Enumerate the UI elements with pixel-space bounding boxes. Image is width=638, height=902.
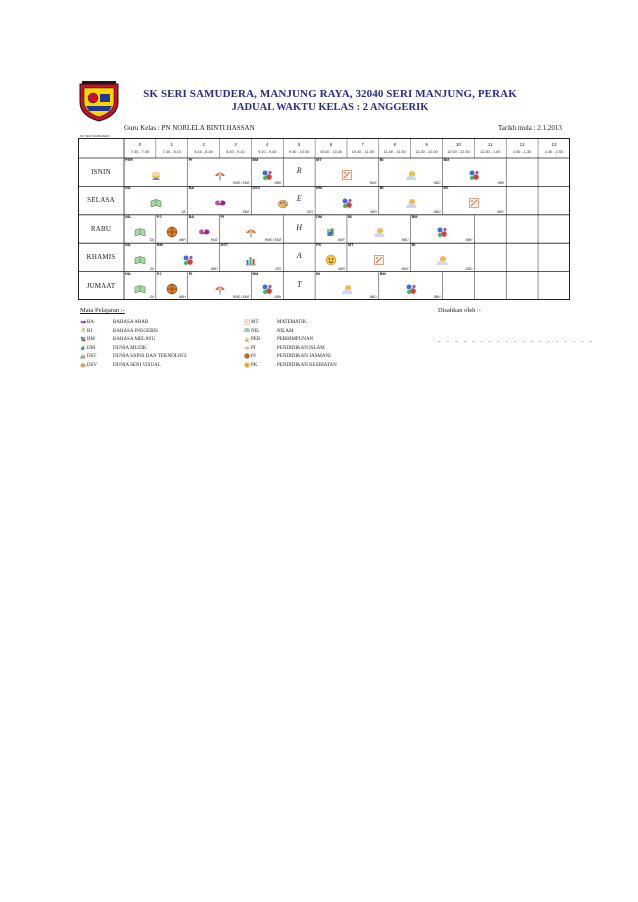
mt-icon	[341, 169, 353, 181]
period-time: 11.00 - 11.30	[383, 150, 406, 154]
bm-icon	[341, 194, 353, 206]
dm-icon	[80, 345, 86, 351]
day-label: SELASA	[87, 196, 115, 205]
lesson-cell	[188, 215, 220, 243]
legend-name: BAHASA ARAB	[113, 320, 149, 325]
break-letter: T	[296, 279, 302, 289]
subject-code: PI	[220, 214, 225, 219]
legend-code: BM	[87, 337, 95, 343]
teacher-code: NBH	[465, 238, 473, 243]
subject-code: PJ	[156, 271, 162, 276]
day-label: RABU	[90, 224, 112, 233]
approved-by-label: Disahkan oleh :-	[438, 307, 481, 314]
break-letter: A	[296, 251, 302, 261]
teacher-code: NBO	[465, 266, 473, 271]
legend-code: MT	[251, 320, 259, 325]
subject-code: BM	[443, 158, 450, 162]
pi-icon	[244, 345, 250, 351]
teacher-code: NBH	[497, 181, 505, 186]
pj-icon	[244, 353, 250, 359]
legend-name: PERHIMPUNAN	[277, 337, 314, 343]
per-icon	[150, 166, 162, 178]
pj-icon	[166, 223, 178, 235]
teacher-code: SA	[149, 294, 154, 299]
lesson-cell	[315, 272, 379, 300]
subject-code: NIL	[125, 186, 132, 191]
lesson-cell	[251, 158, 283, 186]
dm-icon	[80, 345, 86, 351]
lesson-cell	[124, 186, 188, 214]
legend-name: DUNIA MUZIK	[113, 345, 147, 351]
legend-code: DM	[87, 345, 96, 351]
teacher-code: NBH	[274, 181, 282, 186]
subject-code: MT	[347, 243, 354, 248]
mt-icon	[244, 319, 250, 325]
school-small-label: SK SERI SAMUDERA	[80, 134, 110, 138]
bi-icon	[405, 194, 417, 206]
mt-icon	[373, 254, 385, 266]
nil-icon	[134, 254, 146, 266]
bm-icon	[405, 283, 417, 295]
period-number: 1	[170, 142, 174, 147]
dst-icon	[245, 251, 257, 263]
subject-code: BI	[347, 214, 352, 219]
legend-name: NILAM	[277, 328, 294, 334]
nil-icon	[244, 327, 250, 333]
bm-icon	[80, 336, 86, 342]
lesson-cell	[315, 158, 379, 186]
subject-code: NIL	[125, 214, 132, 219]
legend-name: BAHASA MELAYU	[113, 337, 156, 343]
legend-code: PJ	[251, 354, 256, 360]
dm-icon	[325, 226, 337, 238]
subject-code: BI	[316, 271, 320, 276]
subject-code: PER	[125, 158, 133, 162]
nil-icon	[150, 194, 162, 206]
period-number: 12	[519, 142, 525, 147]
lesson-cell	[124, 272, 156, 300]
legend-code: BA	[87, 320, 94, 325]
bm-icon	[80, 336, 86, 342]
legend-code: BI	[87, 328, 92, 334]
pj-icon	[166, 280, 178, 292]
day-label: ISNIN	[91, 168, 111, 176]
legend-code: NIL	[251, 328, 260, 334]
nil-icon	[134, 226, 146, 238]
legend-code: PI	[251, 345, 256, 351]
period-time: 9.40 - 10.00	[289, 150, 310, 154]
subject-code: MT	[316, 158, 322, 162]
dst-icon	[245, 254, 257, 266]
legend-title: Mata Pelajaran :-	[80, 307, 125, 314]
bm-icon	[405, 280, 417, 292]
ba-icon	[214, 197, 226, 209]
lesson-cell	[188, 186, 252, 214]
per-icon	[244, 336, 250, 342]
subject-code: BM	[252, 271, 259, 276]
bm-icon	[261, 169, 273, 181]
subject-code: BM	[379, 271, 386, 276]
period-number: 8	[393, 142, 396, 147]
teacher-code: NBO	[401, 238, 409, 243]
legend-code: PK	[251, 363, 258, 368]
period-number: 9	[425, 142, 428, 147]
mt-icon	[468, 194, 480, 206]
legend-name: PENDIDIKAN KESIHATAN	[277, 363, 337, 368]
subject-code: BA	[188, 214, 195, 219]
pi-icon	[214, 283, 226, 295]
pk-icon	[325, 254, 337, 266]
legend-name: DUNIA SAINS DAN TEKNOLOGI	[113, 354, 187, 360]
dm-icon	[325, 223, 337, 235]
bi-icon	[341, 280, 353, 292]
bi-icon	[405, 169, 417, 181]
dst-icon	[80, 353, 86, 359]
lesson-cell	[379, 272, 443, 300]
subject-code: BM	[252, 158, 259, 162]
legend-item	[80, 361, 161, 370]
lesson-cell	[315, 215, 347, 243]
teacher-code: NMY	[497, 209, 505, 214]
teacher-code: NBH	[178, 294, 186, 299]
subject-code: MT	[443, 186, 449, 191]
legend-name: DUNIA SENI VISUAL	[113, 363, 161, 368]
teacher-code: EMZ	[210, 238, 218, 243]
period-time: 9.10 - 9.40	[258, 150, 277, 154]
lesson-cell	[156, 243, 220, 271]
lesson-cell	[124, 158, 188, 186]
teacher-code: NBO	[369, 294, 377, 299]
pj-icon	[166, 226, 178, 238]
teacher-code: NBO	[433, 209, 441, 214]
teacher-code: NMY	[369, 181, 377, 186]
bi-icon	[80, 327, 86, 333]
bi-icon	[80, 327, 86, 333]
bm-icon	[436, 223, 448, 235]
mt-icon	[373, 251, 385, 263]
subject-code: PK	[316, 243, 322, 248]
teacher-code: SA	[181, 209, 186, 214]
legend-code: DSV	[87, 363, 98, 368]
pk-icon	[244, 362, 250, 368]
lesson-cell	[220, 243, 284, 271]
class-teacher: Guru Kelas : PN NORLELA BINTI HASSAN	[124, 124, 255, 132]
lesson-cell	[188, 158, 252, 186]
teacher-code: RMS / EMZ	[232, 294, 250, 299]
period-number: 0	[138, 142, 142, 147]
lesson-cell	[347, 243, 411, 271]
bm-icon	[261, 166, 273, 178]
period-number: 3	[234, 142, 237, 147]
timetable	[78, 138, 570, 300]
dst-icon	[80, 353, 86, 359]
nil-icon	[134, 280, 146, 292]
mt-icon	[341, 166, 353, 178]
pj-icon	[244, 353, 250, 359]
bi-icon	[436, 251, 448, 263]
bi-icon	[341, 283, 353, 295]
teacher-code: NBH	[274, 294, 282, 299]
subject-code: NIL	[125, 243, 132, 248]
start-date: Tarikh mula : 2.1.2013	[498, 124, 562, 132]
timetable-subtitle: JADUAL WAKTU KELAS : 2 ANGGERIK	[231, 102, 429, 113]
subject-code: DST	[220, 243, 229, 248]
period-number: 10	[455, 142, 461, 147]
teacher-code: RMS / EMZ	[264, 238, 282, 243]
teacher-code: EMZ	[242, 209, 250, 214]
subject-code: PI	[188, 158, 193, 162]
subject-code: BI	[379, 186, 384, 191]
lesson-cell	[124, 215, 156, 243]
nil-icon	[134, 283, 146, 295]
subject-code: BM	[411, 214, 418, 219]
break-letter: E	[296, 194, 302, 204]
period-time: 11.30 - 12.00	[415, 150, 438, 154]
period-time: 8.10 - 8.40	[194, 150, 213, 154]
subject-code: BM	[156, 243, 163, 248]
lesson-cell	[251, 186, 315, 214]
lesson-cell	[379, 186, 443, 214]
teacher-code: NBH	[338, 266, 345, 271]
period-time: 7.30 - 7.40	[130, 150, 149, 154]
period-number: 13	[551, 142, 557, 147]
bi-icon	[373, 226, 385, 238]
subject-code: DM	[316, 214, 322, 219]
bm-icon	[261, 283, 273, 295]
lesson-cell	[347, 215, 411, 243]
lesson-cell	[411, 243, 475, 271]
lesson-cell	[443, 158, 507, 186]
lesson-cell	[315, 186, 379, 214]
period-number: 5	[297, 142, 301, 147]
lesson-cell	[220, 215, 284, 243]
teacher-code: NMY	[401, 266, 409, 271]
bi-icon	[436, 254, 448, 266]
period-time: 10.30 - 11.00	[351, 150, 374, 154]
subject-code: BI	[411, 243, 416, 248]
period-number: 7	[361, 142, 365, 147]
lesson-cell	[443, 186, 507, 214]
period-time: 1.30 - 2.00	[544, 150, 564, 154]
bi-icon	[405, 197, 417, 209]
school-title: SK SERI SAMUDERA, MANJUNG RAYA, 32040 SERI MANJUNG, PERAK	[143, 88, 517, 100]
lesson-cell	[315, 243, 347, 271]
nil-icon	[244, 327, 250, 333]
legend-name: PENDIDIKAN ISLAM	[277, 345, 325, 351]
ba-icon	[214, 194, 226, 206]
lesson-cell	[156, 272, 188, 300]
teacher-code: NBH	[178, 238, 186, 243]
dsv-icon	[277, 197, 289, 209]
mt-icon	[244, 319, 250, 325]
bm-icon	[182, 254, 194, 266]
dsv-icon	[80, 362, 86, 368]
period-time: 8.40 - 9.10	[226, 150, 245, 154]
dsv-icon	[80, 362, 86, 368]
subject-code: BI	[379, 158, 384, 162]
bm-icon	[468, 166, 480, 178]
period-time: 1.00 - 1.30	[513, 150, 532, 154]
teacher-code: SA	[149, 238, 154, 243]
lesson-cell	[156, 215, 188, 243]
teacher-code: NBH	[433, 294, 441, 299]
pi-icon	[214, 166, 226, 178]
nil-icon	[134, 251, 146, 263]
subject-code: PI	[188, 271, 193, 276]
per-icon	[244, 336, 250, 342]
subject-code: BM	[316, 186, 322, 191]
day-label: KHAMIS	[86, 253, 116, 262]
pi-icon	[244, 345, 250, 351]
mt-icon	[468, 197, 480, 209]
subject-code: BA	[188, 186, 195, 191]
teacher-code: NBH	[210, 266, 218, 271]
school-crest-icon	[76, 80, 122, 122]
period-number: 11	[487, 142, 493, 147]
lesson-cell	[379, 158, 443, 186]
teacher-code: RMS / EMZ	[232, 181, 250, 186]
pi-icon	[245, 223, 257, 235]
teacher-code: SRJ	[307, 209, 314, 214]
period-number: 4	[266, 142, 269, 147]
ba-icon	[80, 319, 86, 325]
legend-item	[244, 361, 337, 370]
dsv-icon	[277, 194, 289, 206]
per-icon	[150, 169, 162, 181]
day-label: JUMAAT	[86, 281, 116, 290]
teacher-code: SRJ	[275, 266, 282, 271]
nil-icon	[150, 197, 162, 209]
legend-name: PENDIDIKAN JASMANI	[277, 354, 331, 360]
break-letter: H	[296, 222, 303, 232]
period-time: 12.00 - 12.30	[447, 150, 470, 154]
ba-icon	[198, 223, 210, 235]
teacher-code: NMY	[337, 238, 345, 243]
subject-code: NIL	[125, 271, 132, 276]
bm-icon	[182, 251, 194, 263]
period-number: 6	[329, 142, 333, 147]
period-time: 12.30 - 1.00	[480, 150, 501, 154]
subject-code: DSV	[252, 186, 261, 191]
ba-icon	[198, 226, 210, 238]
bi-icon	[405, 166, 417, 178]
teacher-code: NBO	[433, 181, 441, 186]
period-time: 10.00 - 10.30	[319, 150, 343, 154]
bi-icon	[373, 223, 385, 235]
bm-icon	[341, 197, 353, 209]
legend-code: DST	[87, 354, 97, 360]
teacher-code: SA	[149, 266, 154, 271]
signature-line: - - - - - - - - - - - - - - - - - - -	[438, 339, 594, 345]
ba-icon	[80, 319, 86, 325]
pi-icon	[214, 280, 226, 292]
lesson-cell	[251, 272, 283, 300]
pk-icon	[244, 362, 250, 368]
bm-icon	[261, 280, 273, 292]
lesson-cell	[411, 215, 475, 243]
bm-icon	[436, 226, 448, 238]
nil-icon	[134, 223, 146, 235]
lesson-cell	[188, 272, 252, 300]
pi-icon	[214, 169, 226, 181]
pi-icon	[245, 226, 257, 238]
legend-name: MATEMATIK	[277, 320, 307, 325]
period-number: 2	[202, 142, 205, 147]
lesson-cell	[124, 243, 156, 271]
pj-icon	[166, 283, 178, 295]
bm-icon	[468, 169, 480, 181]
legend-name: BAHASA INGGERIS	[113, 328, 158, 334]
pk-icon	[325, 251, 337, 263]
subject-code: PJ	[156, 214, 162, 219]
teacher-code: NBH	[370, 209, 377, 214]
break-letter: R	[296, 166, 302, 175]
period-time: 7.40 - 8.10	[162, 150, 181, 154]
legend-code: PER	[251, 337, 261, 343]
